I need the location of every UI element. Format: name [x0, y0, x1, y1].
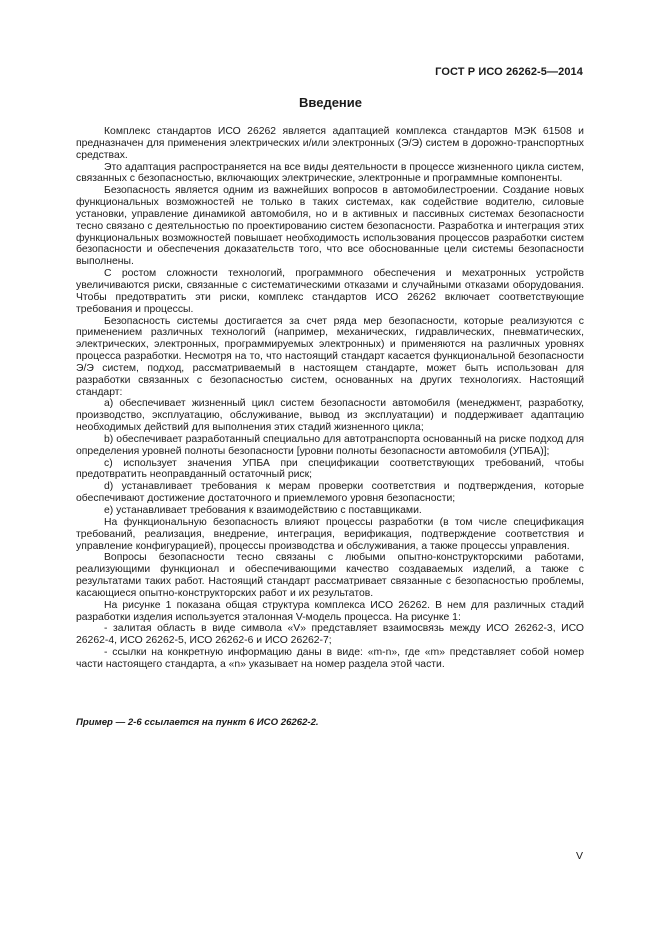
page-number: V — [575, 850, 583, 862]
paragraph-intro: Комплекс стандартов ИСО 26262 является адаптацией комплекса стандартов МЭК 61508 и предназначен для применения электрических и/или электронных (Э/Э) систем в дорожно-транспортных средствах. — [76, 126, 584, 161]
list-item-c: c) использует значения УПБА при спецификации соответствующих требований, чтобы предотвратить неоправданный остаточный риск; — [76, 457, 584, 481]
paragraph-safety-importance: Безопасность является одним из важнейших вопросов в автомобилестроении. Создание новых функциональных возможностей не только в таких системах, как содействие водителю, силовые установки, управление динамикой автомобиля, но и в активных и пассивных системах безопасности тесно связано с деятельностью по проектированию систем безопасности. Разработка и интеграция этих функциональных возможностей повышает необходимость использования процессов разработки систем безопасности и обеспечения доказательств того, что все обоснованные цели системы безопасности выполнены. — [76, 185, 584, 268]
list-item-v-symbol: - залитая область в виде символа «V» представляет взаимосвязь между ИСО 26262-3, ИСО 26262-4, ИСО 26262-5, ИСО 26262-6 и ИСО 26262-7; — [76, 623, 584, 647]
list-item-d: d) устанавливает требования к мерам проверки соответствия и подтверждения, которые обеспечивают достижение достаточного и приемлемого уровня безопасности; — [76, 481, 584, 505]
list-item-a: а) обеспечивает жизненный цикл систем безопасности автомобиля (менеджмент, разработку, производство, эксплуатацию, обслуживание, вывод из эксплуатации) и поддерживает адаптацию необходимых действий для выполнения этих стадий жизненного цикла; — [76, 398, 584, 434]
paragraph-adaptation: Это адаптация распространяется на все виды деятельности в процессе жизненного цикла систем, связанных с безопасностью, включающих электрические, электронные и программные компоненты. — [76, 161, 584, 185]
paragraph-figure-1: На рисунке 1 показана общая структура комплекса ИСО 26262. В нем для различных стадий разработки изделия используется эталонная V-модель процесса. На рисунке 1: — [76, 599, 584, 623]
paragraph-safety-questions: Вопросы безопасности тесно связаны с любыми опытно-конструкторскими работами, реализующими функционал и обеспечивающими качество создаваемых изделий, а также с результатами таких работ. Настоящий стандарт рассматривает связанные с безопасностью проблемы, касающиеся опытно-конструкторских работ и их результатов. — [76, 552, 584, 599]
list-item-references: - ссылки на конкретную информацию даны в виде: «m-n», где «m» представляет собой номер части настоящего стандарта, а «n» указывает на номер раздела этой части. — [76, 647, 584, 670]
document-header-id: ГОСТ Р ИСО 26262-5—2014 — [435, 66, 583, 78]
list-item-e: е) устанавливает требования к взаимодействию с поставщиками. — [104, 505, 422, 516]
body-text — [76, 126, 584, 671]
example-note: Пример — 2-6 ссылается на пункт 6 ИСО 26262-2. — [76, 717, 319, 728]
paragraph-system-safety: Безопасность системы достигается за счет ряда мер безопасности, которые реализуются с применением различных технологий (например, механических, гидравлических, пневматических, электрических, электронных, программируемых электронных) и применяются на различных уровнях процесса разработки. Несмотря на то, что настоящий стандарт касается функциональной безопасности Э/Э систем, подход, рассматриваемый в настоящем стандарте, может быть использован для разработки связанных с безопасностью систем, основанных на других технологиях. Настоящий стандарт: — [76, 315, 584, 398]
paragraph-functional-safety: На функциональную безопасность влияют процессы разработки (в том числе спецификация требований, реализация, внедрение, интеграция, верификация, подтверждение соответствия и управление конфигурацией), процессы производства и обслуживания, а также процессы управления. — [76, 516, 584, 552]
list-item-b: b) обеспечивает разработанный специально для автотранспорта основанный на риске подход для определения уровней полноты безопасности [уровни полноты безопасности автомобиля (УПБА)]; — [76, 433, 584, 457]
section-title: Введение — [299, 95, 362, 110]
paragraph-complexity-risks: С ростом сложности технологий, программного обеспечения и мехатронных устройств увеличиваются риски, связанные с систематическими отказами и случайными отказами оборудования. Чтобы предотвратить эти риски, комплекс стандартов ИСО 26262 включает соответствующие требования и процессы. — [76, 268, 584, 315]
